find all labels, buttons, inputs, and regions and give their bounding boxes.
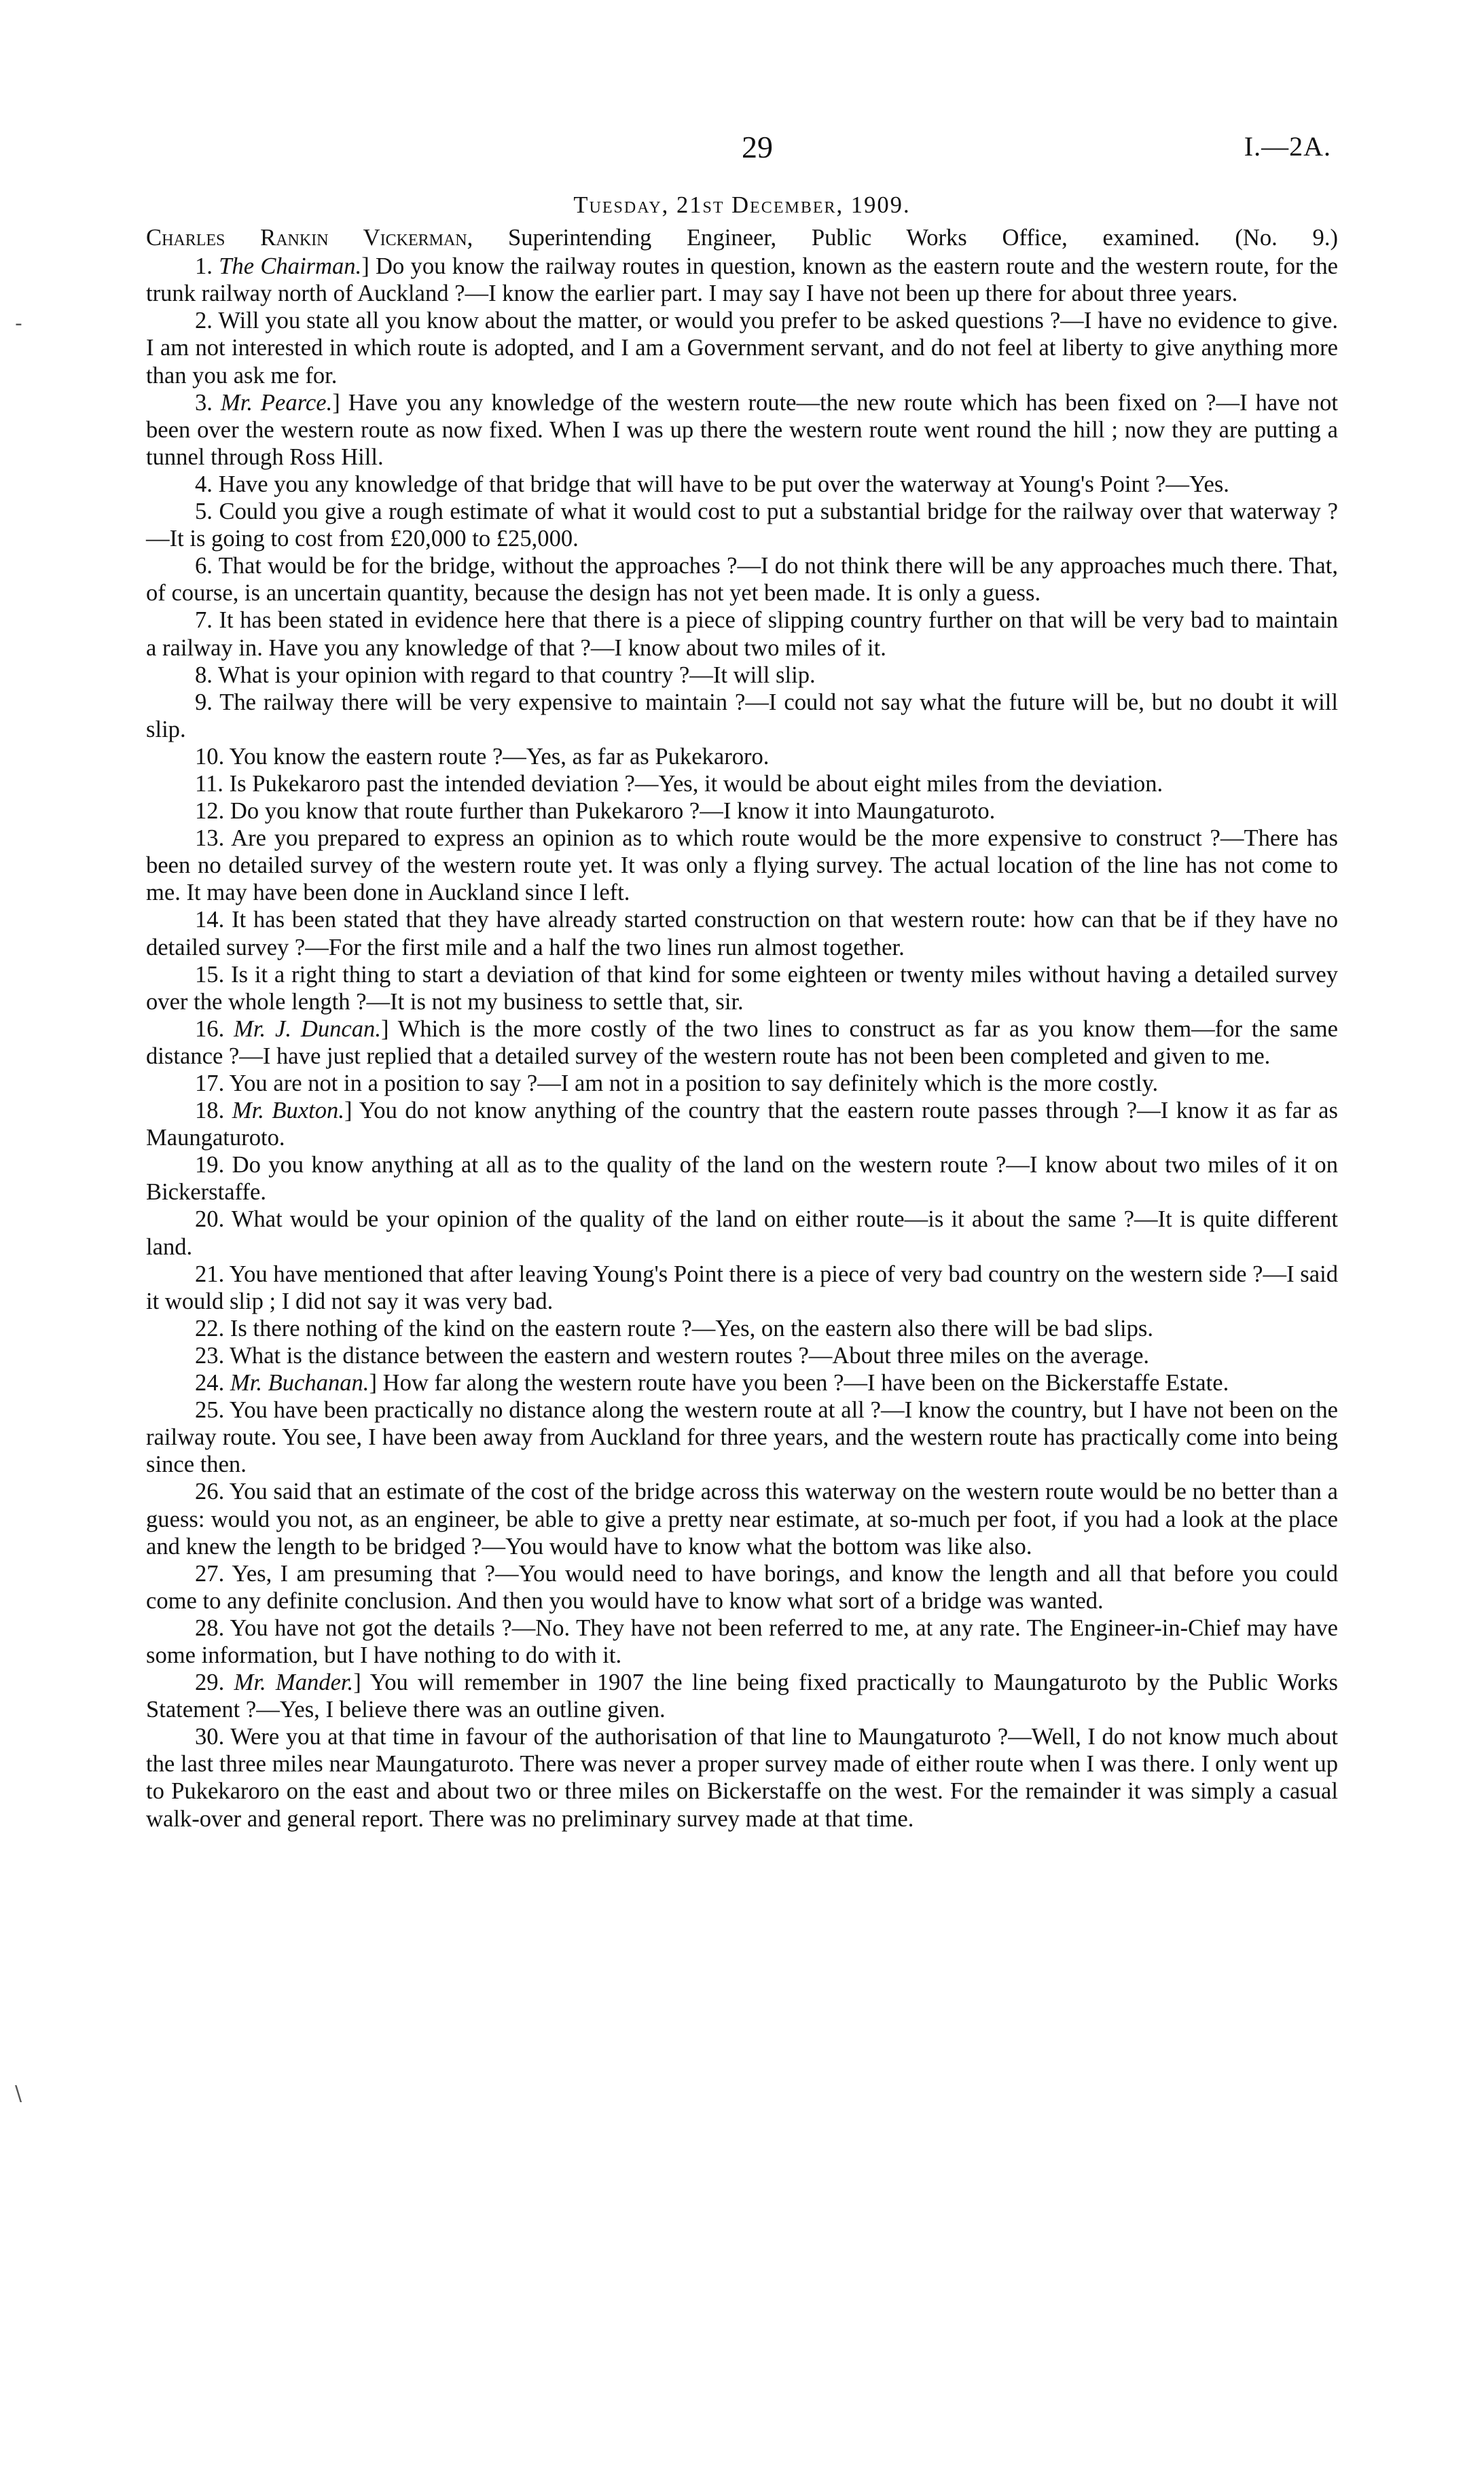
speaker-name: Mr. Buchanan. (230, 1370, 369, 1396)
paragraph-number: 4. (195, 471, 213, 497)
testimony-paragraph (146, 770, 1338, 797)
paragraph-text: Which is the more costly of the two lines to construct as far as you know them—for the same distance ?—I have just replied that a detailed survey of the western route has not been been completed and given to me. (146, 1015, 1338, 1069)
speaker-name: Mr. Pearce. (220, 389, 333, 416)
testimony-paragraph (146, 662, 1338, 689)
paragraph-text: Is it a right thing to start a deviation of that kind for some eighteen or twenty miles without having a detailed survey over the whole length ?—It is not my business to settle that, sir. (146, 961, 1338, 1015)
speaker-name: Mr. Mander. (234, 1670, 354, 1696)
paragraph-text: Have you any knowledge of that bridge that will have to be put over the waterway at Young's Point ?—Yes. (218, 471, 1229, 497)
paragraph-text: You will remember in 1907 the line being fixed practically to Maungaturoto by the Public Works Statement ?—Yes, I believe there was an outline given. (146, 1670, 1338, 1723)
paragraph-text: Do you know the railway routes in question, known as the eastern route and the western route, for the trunk railway north of Auckland ?—I know the earlier part. I may say I have not been up there for about three years. (146, 253, 1338, 307)
speaker-name: Mr. J. Duncan. (234, 1015, 381, 1042)
testimony-paragraph (146, 743, 1338, 770)
paragraph-number: 26. (195, 1479, 225, 1505)
paragraph-text: Yes, I am presuming that ?—You would need to have borings, and know the length and all that before you could come to any definite conclusion. And then you would have to know what sort of a bridge was wanted. (146, 1560, 1338, 1614)
testimony-paragraph (146, 1070, 1338, 1097)
paragraph-text: It has been stated that they have already started construction on that western route: how can that be if they have no detailed survey ?—For the first mile and a half the two lines run almost together. (146, 907, 1338, 960)
paragraph-text: Are you prepared to express an opinion as to which route would be the more expensive to construct ?—There has been no detailed survey of the western route yet. It was only a flying survey. The actual location of the line has not come to me. It may have been done in Auckland since I left. (146, 825, 1338, 906)
witness-name: Charles Rankin Vickerman, (146, 225, 473, 251)
paragraph-number: 14. (195, 907, 225, 933)
testimony-paragraph (146, 1206, 1338, 1260)
testimony-paragraph: 24. Mr. Buchanan.] How far along the western route have you been ?—I have been on the Bickerstaffe Estate. (195, 1370, 1229, 1396)
paragraph-number: 19. (195, 1152, 225, 1178)
paragraph-number: 21. (195, 1261, 225, 1287)
paragraph-text: Is Pukekaroro past the intended deviation ?—Yes, it would be about eight miles from the deviation. (229, 770, 1163, 797)
testimony-paragraph (146, 498, 1338, 552)
witness-number: (No. 9.) (1235, 225, 1338, 251)
testimony-paragraph (146, 1261, 1338, 1315)
paragraph-number: 6. (195, 553, 213, 579)
testimony-paragraph (146, 1342, 1338, 1369)
testimony-paragraph (146, 689, 1338, 743)
paragraph-number: 8. (195, 662, 213, 688)
paragraph-text: Have you any knowledge of the western route—the new route which has been fixed on ?—I have not been over the western route as now fixed. When I was up there the western route went round the hill ; now they are putting a tunnel through Ross Hill. (146, 389, 1338, 470)
paragraph-number: 29. (195, 1670, 225, 1696)
testimony-paragraph (146, 1396, 1338, 1478)
paragraph-text: You have not got the details ?—No. They have not been referred to me, at any rate. The Engineer-in-Chief may have some information, but I have nothing to do with it. (146, 1615, 1338, 1668)
testimony-paragraph (146, 1315, 1338, 1342)
paragraph-text: Do you know anything at all as to the quality of the land on the western route ?—I know about two miles of it on Bickerstaffe. (146, 1152, 1338, 1206)
paragraph-text: You do not know anything of the country that the eastern route passes through ?—I know it as far as Maungaturoto. (146, 1098, 1338, 1151)
testimony-paragraph (146, 1560, 1338, 1615)
testimony-paragraph: 3. Mr. Pearce.] Have you any knowledge of the western route—the new route which has been fixed on ?—I have not been over the western route as now fixed. When I was up there the western route went round the hill ; now they are putting a tunnel through Ross Hill. (146, 389, 1338, 470)
session-date: Tuesday, 21st December, 1909. (573, 192, 911, 218)
testimony-paragraph (146, 552, 1338, 607)
paragraph-text: You have been practically no distance along the western route at all ?—I know the country, but I have not been on the railway route. You see, I have been away from Auckland for three years, and the western route has practically come into being since then. (146, 1397, 1338, 1478)
testimony-paragraph (146, 961, 1338, 1015)
paragraph-number: 16. (195, 1015, 225, 1042)
paragraph-text: You said that an estimate of the cost of the bridge across this waterway on the western route would be no better than a guess: would you not, as an engineer, be able to give a pretty near estimate, at so-much per foot, if you had a look at the place and knew the length to be bridged ?—You would have to know what the bottom was like also. (146, 1479, 1338, 1559)
speaker-name: The Chairman. (219, 253, 362, 280)
paragraph-number: 3. (195, 389, 213, 416)
testimony-paragraph (146, 607, 1338, 661)
testimony-paragraph (146, 906, 1338, 960)
testimony-paragraph (146, 825, 1338, 906)
paragraph-number: 11. (195, 770, 223, 797)
paragraph-number: 25. (195, 1397, 225, 1424)
testimony-paragraph (146, 471, 1338, 498)
paragraph-number: 18. (195, 1098, 225, 1124)
margin-mark-tick: \ (15, 2082, 22, 2106)
testimony-paragraph (146, 1478, 1338, 1559)
paragraph-text: Is there nothing of the kind on the eastern route ?—Yes, on the eastern also there will be bad slips. (230, 1315, 1154, 1341)
paragraph-text: What is the distance between the eastern and western routes ?—About three miles on the average. (230, 1342, 1150, 1369)
paragraph-number: 7. (195, 607, 213, 634)
witness-line (146, 224, 1338, 251)
document-reference: I.—2A. (1244, 131, 1331, 162)
witness-description: Superintending Engineer, Public Works Office, examined. (508, 225, 1200, 251)
paragraph-number: 27. (195, 1560, 225, 1587)
testimony-paragraph (146, 1615, 1338, 1669)
paragraph-text: What would be your opinion of the quality of the land on either route—is it about the same ?—It is quite different land. (146, 1206, 1338, 1260)
testimony-paragraph: 1. The Chairman.] Do you know the railway routes in question, known as the eastern route and the western route, for the trunk railway north of Auckland ?—I know the earlier part. I may say I have not been up there for about three years. (146, 253, 1338, 307)
paragraph-number: 15. (195, 961, 225, 988)
paragraph-number: 13. (195, 825, 225, 852)
paragraph-number: 17. (195, 1070, 225, 1096)
paragraph-text: Were you at that time in favour of the authorisation of that line to Maungaturoto ?—Well, I do not know much about the last three miles near Maungaturoto. There was never a proper survey made of either route when I was there. I only went up to Pukekaroro on the east and about two or three miles on Bickerstaffe on the west. For the remainder it was simply a casual walk-over and general report. There was no preliminary survey made at that time. (146, 1724, 1339, 1832)
speaker-name: Mr. Buxton. (232, 1098, 344, 1124)
paragraph-text: You are not in a position to say ?—I am not in a position to say definitely which is the more costly. (229, 1070, 1159, 1096)
paragraph-text: The railway there will be very expensive to maintain ?—I could not say what the future will be, but no doubt it will slip. (146, 689, 1338, 742)
paragraph-number: 10. (195, 743, 225, 770)
testimony-paragraph: 16. Mr. J. Duncan.] Which is the more costly of the two lines to construct as far as you know them—for the same distance ?—I have just replied that a detailed survey of the western route has not been been completed and given to me. (146, 1015, 1338, 1069)
paragraph-number: 20. (195, 1206, 225, 1233)
paragraph-text: That would be for the bridge, without the approaches ?—I do not think there will be any approaches much there. That, of course, is an uncertain quantity, because the design has not yet been made. It is only a guess. (146, 553, 1338, 607)
paragraph-number: 2. (195, 308, 213, 334)
paragraph-text: Do you know that route further than Pukekaroro ?—I know it into Maungaturoto. (230, 798, 996, 825)
testimony-paragraph (146, 797, 1338, 825)
paragraph-number: 22. (195, 1315, 225, 1341)
paragraph-number: 1. (195, 253, 213, 280)
page-number: 29 (742, 130, 773, 164)
paragraph-number: 12. (195, 798, 225, 825)
testimony-paragraph: 29. Mr. Mander.] You will remember in 1907 the line being fixed practically to Maungaturoto by the Public Works Statement ?—Yes, I believe there was an outline given. (146, 1670, 1338, 1723)
testimony-paragraph (146, 307, 1338, 389)
testimony-body (146, 192, 1338, 1833)
paragraph-text: What is your opinion with regard to that country ?—It will slip. (217, 662, 816, 688)
paragraph-text: It has been stated in evidence here that there is a piece of slipping country further on that will be very bad to maintain a railway in. Have you any knowledge of that ?—I know about two miles of it. (146, 607, 1339, 661)
paragraph-number: 5. (195, 499, 213, 525)
paragraph-number: 24. (195, 1370, 225, 1396)
paragraph-number: 23. (195, 1342, 225, 1369)
paragraph-text: You know the eastern route ?—Yes, as far as Pukekaroro. (229, 743, 770, 770)
paragraph-number: 30. (195, 1724, 225, 1750)
paragraph-text: How far along the western route have you been ?—I have been on the Bickerstaffe Estate. (382, 1370, 1229, 1396)
testimony-paragraph: 18. Mr. Buxton.] You do not know anything of the country that the eastern route passes through ?—I know it as far as Maungaturoto. (146, 1098, 1338, 1151)
paragraph-number: 9. (195, 689, 213, 715)
paragraph-list (146, 253, 1338, 1832)
paragraph-text: Will you state all you know about the matter, or would you prefer to be asked questions ?—I have no evidence to give. I am not interested in which route is adopted, and I am a Government servant, and do not feel at liberty to give anything more than you ask me for. (146, 308, 1338, 389)
margin-mark-dash: - (15, 312, 22, 336)
testimony-paragraph (146, 1151, 1338, 1206)
paragraph-text: You have mentioned that after leaving Young's Point there is a piece of very bad country on the western side ?—I said it would slip ; I did not say it was very bad. (146, 1261, 1338, 1314)
paragraph-number: 28. (195, 1615, 225, 1641)
paragraph-text: Could you give a rough estimate of what it would cost to put a substantial bridge for the railway over that waterway ?—It is going to cost from £20,000 to £25,000. (146, 499, 1338, 552)
testimony-paragraph (146, 1723, 1338, 1832)
